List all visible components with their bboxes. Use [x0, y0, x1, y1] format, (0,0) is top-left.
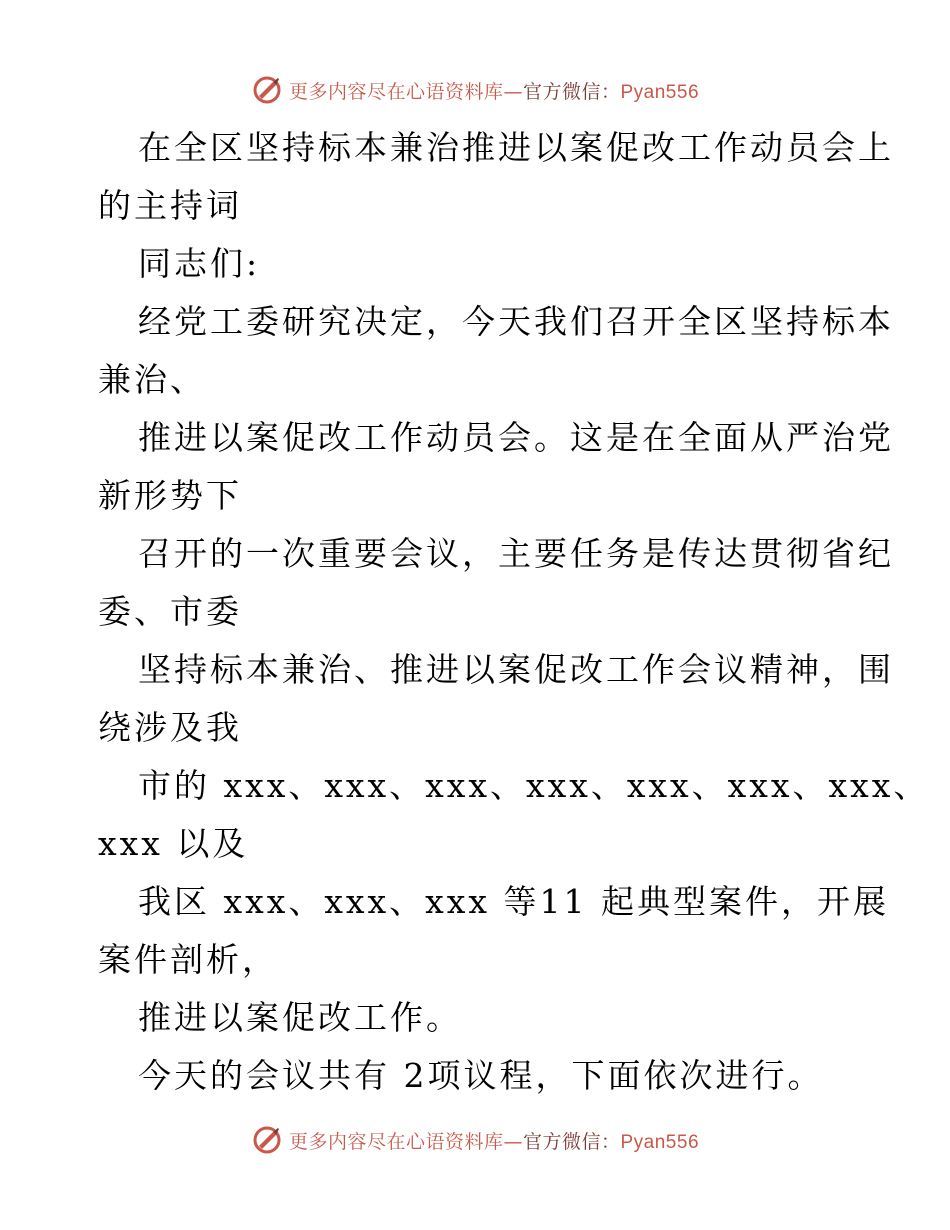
- doc-line: 委、市委: [98, 592, 242, 631]
- doc-line: 经党工委研究决定，今天我们召开全区坚持标本: [138, 302, 894, 341]
- doc-line: 绕涉及我: [98, 708, 242, 747]
- banner-official-label: 官方微信：: [522, 1130, 621, 1153]
- banner-site-name: 更多内容尽在心语资料库: [288, 80, 504, 103]
- doc-line: 的主持词: [98, 186, 242, 225]
- banner-handle: Pyan556: [620, 1131, 700, 1153]
- header-watermark-banner: [0, 70, 950, 110]
- quill-logo-icon: [251, 1124, 283, 1156]
- doc-line: 坚持标本兼治、推进以案促改工作会议精神，围: [138, 650, 894, 689]
- footer-watermark-banner: [0, 1120, 950, 1160]
- doc-line: 同志们:: [138, 244, 261, 283]
- doc-line: 推进以案促改工作动员会。这是在全面从严治党: [138, 418, 894, 457]
- banner-handle: Pyan556: [620, 81, 700, 103]
- banner-separator: —: [503, 80, 523, 103]
- doc-line: 市的 xxx、xxx、xxx、xxx、xxx、xxx、xxx、: [138, 766, 930, 805]
- banner-separator: —: [503, 1130, 523, 1153]
- doc-line: 推进以案促改工作。: [138, 998, 462, 1037]
- banner-official-label: 官方微信：: [522, 80, 621, 103]
- quill-logo-icon: [251, 74, 283, 106]
- doc-line: 案件剖析，: [98, 940, 278, 979]
- doc-line: xxx 以及: [98, 824, 249, 863]
- banner-text: [289, 1127, 699, 1154]
- doc-line: 我区 xxx、xxx、xxx 等11 起典型案件，开展: [138, 882, 889, 921]
- doc-line: 在全区坚持标本兼治推进以案促改工作动员会上: [138, 128, 894, 167]
- doc-line: 召开的一次重要会议，主要任务是传达贯彻省纪: [138, 534, 894, 573]
- doc-line: 兼治、: [98, 360, 206, 399]
- banner-site-name: 更多内容尽在心语资料库: [288, 1130, 504, 1153]
- banner-text: [289, 77, 699, 104]
- doc-line: 今天的会议共有 2项议程，下面依次进行。: [138, 1056, 824, 1095]
- doc-line: 新形势下: [98, 476, 242, 515]
